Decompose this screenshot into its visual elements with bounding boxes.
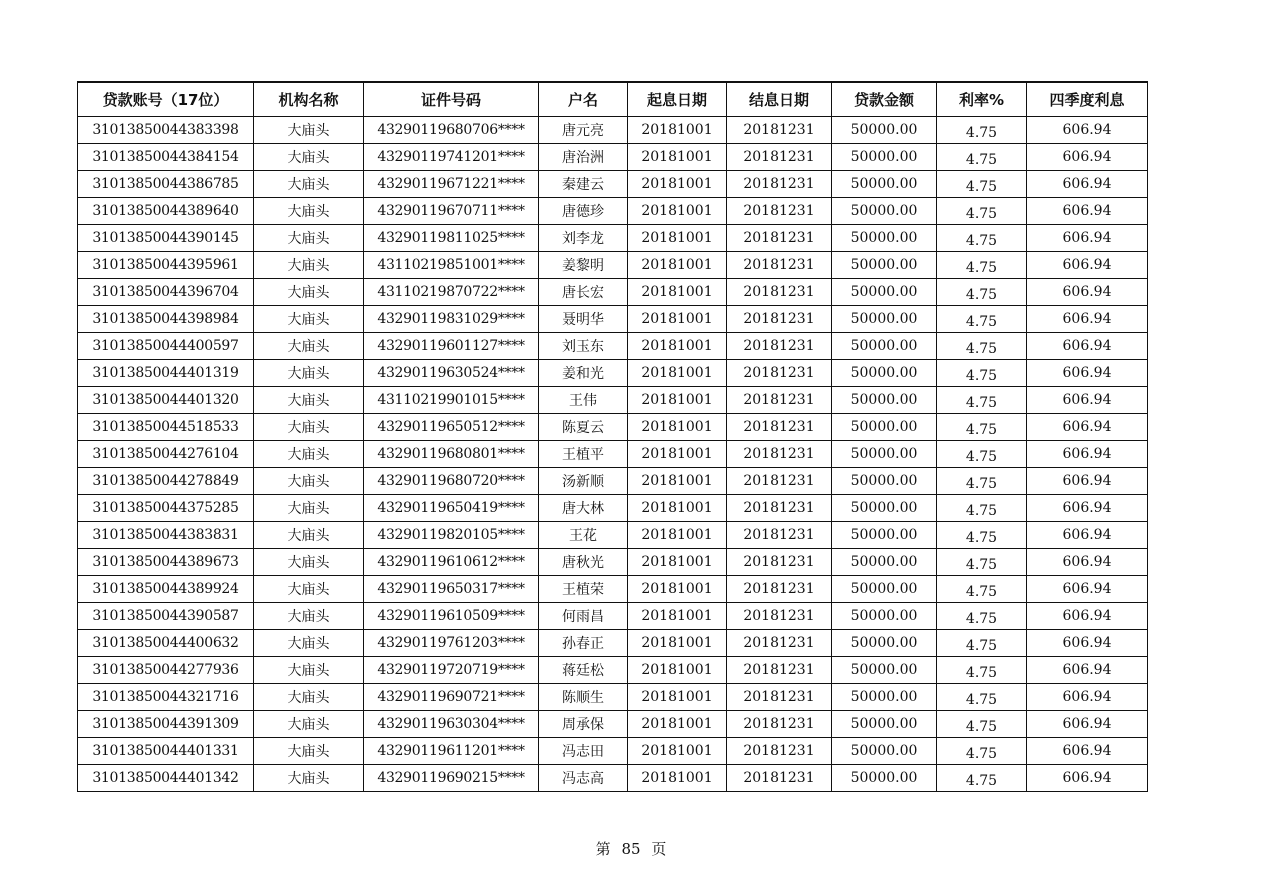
cell-loan-amount: 50000.00 [832, 738, 937, 765]
cell-account-name: 唐秋光 [539, 549, 628, 576]
cell-account-number: 31013850044389640 [78, 198, 254, 225]
cell-start-date: 20181001 [628, 333, 727, 360]
cell-settle-date: 20181231 [727, 576, 832, 603]
cell-account-number: 31013850044383398 [78, 117, 254, 144]
cell-settle-date: 20181231 [727, 765, 832, 792]
cell-institution: 大庙头 [254, 360, 364, 387]
cell-start-date: 20181001 [628, 684, 727, 711]
cell-settle-date: 20181231 [727, 738, 832, 765]
cell-settle-date: 20181231 [727, 630, 832, 657]
cell-start-date: 20181001 [628, 468, 727, 495]
cell-q4-interest: 606.94 [1027, 630, 1148, 657]
cell-start-date: 20181001 [628, 630, 727, 657]
cell-q4-interest: 606.94 [1027, 441, 1148, 468]
cell-institution: 大庙头 [254, 441, 364, 468]
cell-id-number: 43290119720719**** [364, 657, 539, 684]
column-header-interest-rate: 利率% [937, 82, 1027, 117]
cell-id-number: 43290119630524**** [364, 360, 539, 387]
cell-q4-interest: 606.94 [1027, 414, 1148, 441]
page-label-prefix: 第 [595, 840, 611, 858]
cell-interest-rate: 4.75 [937, 495, 1027, 522]
cell-id-number: 43290119650512**** [364, 414, 539, 441]
cell-id-number: 43290119610612**** [364, 549, 539, 576]
cell-interest-rate: 4.75 [937, 333, 1027, 360]
table-row [78, 279, 1148, 306]
cell-settle-date: 20181231 [727, 171, 832, 198]
loan-interest-table [77, 81, 1148, 792]
cell-loan-amount: 50000.00 [832, 630, 937, 657]
cell-settle-date: 20181231 [727, 144, 832, 171]
cell-loan-amount: 50000.00 [832, 468, 937, 495]
column-header-institution: 机构名称 [254, 82, 364, 117]
cell-q4-interest: 606.94 [1027, 468, 1148, 495]
cell-loan-amount: 50000.00 [832, 252, 937, 279]
cell-interest-rate: 4.75 [937, 306, 1027, 333]
table-row [78, 765, 1148, 792]
cell-interest-rate: 4.75 [937, 549, 1027, 576]
cell-account-name: 姜黎明 [539, 252, 628, 279]
cell-institution: 大庙头 [254, 117, 364, 144]
cell-q4-interest: 606.94 [1027, 225, 1148, 252]
cell-institution: 大庙头 [254, 657, 364, 684]
cell-start-date: 20181001 [628, 441, 727, 468]
cell-account-number: 31013850044277936 [78, 657, 254, 684]
cell-account-number: 31013850044401342 [78, 765, 254, 792]
cell-q4-interest: 606.94 [1027, 171, 1148, 198]
cell-interest-rate: 4.75 [937, 171, 1027, 198]
table-row [78, 414, 1148, 441]
cell-settle-date: 20181231 [727, 414, 832, 441]
cell-loan-amount: 50000.00 [832, 144, 937, 171]
cell-account-number: 31013850044400632 [78, 630, 254, 657]
cell-account-number: 31013850044389673 [78, 549, 254, 576]
cell-settle-date: 20181231 [727, 684, 832, 711]
table-row [78, 549, 1148, 576]
cell-q4-interest: 606.94 [1027, 387, 1148, 414]
cell-account-number: 31013850044278849 [78, 468, 254, 495]
cell-id-number: 43290119601127**** [364, 333, 539, 360]
cell-q4-interest: 606.94 [1027, 684, 1148, 711]
cell-interest-rate: 4.75 [937, 684, 1027, 711]
cell-start-date: 20181001 [628, 603, 727, 630]
cell-institution: 大庙头 [254, 495, 364, 522]
table-row [78, 468, 1148, 495]
cell-settle-date: 20181231 [727, 711, 832, 738]
table-row [78, 738, 1148, 765]
cell-id-number: 43290119611201**** [364, 738, 539, 765]
column-header-q4-interest: 四季度利息 [1027, 82, 1148, 117]
table-row [78, 252, 1148, 279]
cell-account-name: 冯志田 [539, 738, 628, 765]
cell-start-date: 20181001 [628, 738, 727, 765]
cell-interest-rate: 4.75 [937, 711, 1027, 738]
table-row [78, 198, 1148, 225]
cell-account-name: 陈夏云 [539, 414, 628, 441]
page-number-footer [0, 838, 1262, 859]
cell-loan-amount: 50000.00 [832, 711, 937, 738]
cell-account-name: 刘玉东 [539, 333, 628, 360]
cell-id-number: 43290119690215**** [364, 765, 539, 792]
cell-account-name: 周承保 [539, 711, 628, 738]
cell-account-name: 蒋廷松 [539, 657, 628, 684]
table-row [78, 576, 1148, 603]
table-row [78, 306, 1148, 333]
cell-interest-rate: 4.75 [937, 198, 1027, 225]
cell-q4-interest: 606.94 [1027, 522, 1148, 549]
cell-q4-interest: 606.94 [1027, 657, 1148, 684]
cell-interest-rate: 4.75 [937, 657, 1027, 684]
cell-q4-interest: 606.94 [1027, 333, 1148, 360]
column-header-start-date: 起息日期 [628, 82, 727, 117]
cell-account-number: 31013850044375285 [78, 495, 254, 522]
cell-account-name: 聂明华 [539, 306, 628, 333]
cell-id-number: 43110219901015**** [364, 387, 539, 414]
cell-interest-rate: 4.75 [937, 576, 1027, 603]
cell-institution: 大庙头 [254, 630, 364, 657]
cell-settle-date: 20181231 [727, 522, 832, 549]
cell-account-number: 31013850044400597 [78, 333, 254, 360]
cell-loan-amount: 50000.00 [832, 576, 937, 603]
cell-q4-interest: 606.94 [1027, 495, 1148, 522]
cell-start-date: 20181001 [628, 765, 727, 792]
cell-id-number: 43290119680720**** [364, 468, 539, 495]
table-header [78, 82, 1148, 117]
cell-id-number: 43290119650317**** [364, 576, 539, 603]
table-row [78, 684, 1148, 711]
column-header-loan-amount: 贷款金额 [832, 82, 937, 117]
cell-interest-rate: 4.75 [937, 252, 1027, 279]
cell-account-number: 31013850044518533 [78, 414, 254, 441]
cell-id-number: 43290119630304**** [364, 711, 539, 738]
cell-start-date: 20181001 [628, 387, 727, 414]
cell-settle-date: 20181231 [727, 387, 832, 414]
cell-institution: 大庙头 [254, 198, 364, 225]
cell-q4-interest: 606.94 [1027, 765, 1148, 792]
cell-id-number: 43290119671221**** [364, 171, 539, 198]
cell-account-name: 唐治洲 [539, 144, 628, 171]
cell-id-number: 43290119690721**** [364, 684, 539, 711]
cell-start-date: 20181001 [628, 522, 727, 549]
table-row [78, 387, 1148, 414]
cell-loan-amount: 50000.00 [832, 279, 937, 306]
cell-account-number: 31013850044321716 [78, 684, 254, 711]
cell-loan-amount: 50000.00 [832, 306, 937, 333]
cell-account-number: 31013850044390587 [78, 603, 254, 630]
table-row [78, 225, 1148, 252]
cell-q4-interest: 606.94 [1027, 306, 1148, 333]
cell-start-date: 20181001 [628, 576, 727, 603]
cell-institution: 大庙头 [254, 468, 364, 495]
cell-account-name: 王植荣 [539, 576, 628, 603]
cell-id-number: 43290119650419**** [364, 495, 539, 522]
cell-q4-interest: 606.94 [1027, 279, 1148, 306]
cell-interest-rate: 4.75 [937, 414, 1027, 441]
cell-account-number: 31013850044389924 [78, 576, 254, 603]
cell-interest-rate: 4.75 [937, 225, 1027, 252]
cell-account-name: 王伟 [539, 387, 628, 414]
cell-institution: 大庙头 [254, 225, 364, 252]
cell-account-number: 31013850044390145 [78, 225, 254, 252]
page-number: 85 [621, 840, 641, 858]
cell-id-number: 43290119680801**** [364, 441, 539, 468]
cell-interest-rate: 4.75 [937, 279, 1027, 306]
cell-institution: 大庙头 [254, 279, 364, 306]
cell-interest-rate: 4.75 [937, 738, 1027, 765]
cell-q4-interest: 606.94 [1027, 549, 1148, 576]
cell-loan-amount: 50000.00 [832, 171, 937, 198]
cell-interest-rate: 4.75 [937, 603, 1027, 630]
column-header-account-number: 贷款账号（17位） [78, 82, 254, 117]
table-row [78, 171, 1148, 198]
cell-settle-date: 20181231 [727, 306, 832, 333]
cell-account-number: 31013850044384154 [78, 144, 254, 171]
table-row [78, 144, 1148, 171]
cell-id-number: 43290119741201**** [364, 144, 539, 171]
cell-settle-date: 20181231 [727, 657, 832, 684]
cell-institution: 大庙头 [254, 333, 364, 360]
table-row [78, 360, 1148, 387]
cell-interest-rate: 4.75 [937, 522, 1027, 549]
cell-settle-date: 20181231 [727, 549, 832, 576]
cell-q4-interest: 606.94 [1027, 144, 1148, 171]
page-label-suffix: 页 [651, 840, 667, 858]
cell-loan-amount: 50000.00 [832, 495, 937, 522]
cell-id-number: 43290119831029**** [364, 306, 539, 333]
cell-account-name: 刘李龙 [539, 225, 628, 252]
cell-loan-amount: 50000.00 [832, 225, 937, 252]
cell-q4-interest: 606.94 [1027, 738, 1148, 765]
cell-start-date: 20181001 [628, 495, 727, 522]
cell-account-name: 唐元亮 [539, 117, 628, 144]
cell-loan-amount: 50000.00 [832, 387, 937, 414]
cell-start-date: 20181001 [628, 144, 727, 171]
cell-id-number: 43110219870722**** [364, 279, 539, 306]
cell-q4-interest: 606.94 [1027, 711, 1148, 738]
cell-start-date: 20181001 [628, 117, 727, 144]
cell-id-number: 43290119680706**** [364, 117, 539, 144]
cell-account-name: 陈顺生 [539, 684, 628, 711]
cell-start-date: 20181001 [628, 252, 727, 279]
cell-loan-amount: 50000.00 [832, 549, 937, 576]
cell-loan-amount: 50000.00 [832, 117, 937, 144]
table-row [78, 657, 1148, 684]
cell-settle-date: 20181231 [727, 333, 832, 360]
cell-q4-interest: 606.94 [1027, 360, 1148, 387]
cell-loan-amount: 50000.00 [832, 360, 937, 387]
column-header-id-number: 证件号码 [364, 82, 539, 117]
cell-account-number: 31013850044401331 [78, 738, 254, 765]
cell-start-date: 20181001 [628, 657, 727, 684]
cell-q4-interest: 606.94 [1027, 603, 1148, 630]
cell-institution: 大庙头 [254, 576, 364, 603]
cell-q4-interest: 606.94 [1027, 117, 1148, 144]
cell-start-date: 20181001 [628, 360, 727, 387]
cell-account-name: 唐大林 [539, 495, 628, 522]
cell-institution: 大庙头 [254, 171, 364, 198]
cell-loan-amount: 50000.00 [832, 441, 937, 468]
cell-id-number: 43290119811025**** [364, 225, 539, 252]
cell-account-name: 姜和光 [539, 360, 628, 387]
cell-settle-date: 20181231 [727, 441, 832, 468]
column-header-account-name: 户名 [539, 82, 628, 117]
cell-loan-amount: 50000.00 [832, 198, 937, 225]
cell-institution: 大庙头 [254, 765, 364, 792]
cell-account-number: 31013850044386785 [78, 171, 254, 198]
cell-interest-rate: 4.75 [937, 144, 1027, 171]
cell-start-date: 20181001 [628, 306, 727, 333]
cell-start-date: 20181001 [628, 171, 727, 198]
cell-account-name: 唐长宏 [539, 279, 628, 306]
cell-q4-interest: 606.94 [1027, 252, 1148, 279]
cell-settle-date: 20181231 [727, 117, 832, 144]
cell-start-date: 20181001 [628, 549, 727, 576]
cell-settle-date: 20181231 [727, 360, 832, 387]
cell-interest-rate: 4.75 [937, 630, 1027, 657]
table-row [78, 117, 1148, 144]
cell-account-number: 31013850044401319 [78, 360, 254, 387]
cell-account-number: 31013850044396704 [78, 279, 254, 306]
table-row [78, 441, 1148, 468]
cell-interest-rate: 4.75 [937, 765, 1027, 792]
cell-start-date: 20181001 [628, 711, 727, 738]
cell-interest-rate: 4.75 [937, 360, 1027, 387]
cell-interest-rate: 4.75 [937, 441, 1027, 468]
cell-settle-date: 20181231 [727, 198, 832, 225]
table-row [78, 603, 1148, 630]
table-row [78, 711, 1148, 738]
cell-interest-rate: 4.75 [937, 117, 1027, 144]
cell-institution: 大庙头 [254, 603, 364, 630]
cell-loan-amount: 50000.00 [832, 414, 937, 441]
cell-institution: 大庙头 [254, 522, 364, 549]
cell-account-name: 王花 [539, 522, 628, 549]
cell-account-number: 31013850044398984 [78, 306, 254, 333]
cell-institution: 大庙头 [254, 252, 364, 279]
cell-interest-rate: 4.75 [937, 468, 1027, 495]
cell-loan-amount: 50000.00 [832, 684, 937, 711]
cell-account-number: 31013850044276104 [78, 441, 254, 468]
cell-account-name: 王植平 [539, 441, 628, 468]
cell-id-number: 43290119761203**** [364, 630, 539, 657]
table-row [78, 333, 1148, 360]
cell-institution: 大庙头 [254, 711, 364, 738]
cell-loan-amount: 50000.00 [832, 657, 937, 684]
cell-start-date: 20181001 [628, 414, 727, 441]
cell-account-name: 何雨昌 [539, 603, 628, 630]
column-header-settle-date: 结息日期 [727, 82, 832, 117]
cell-loan-amount: 50000.00 [832, 333, 937, 360]
cell-start-date: 20181001 [628, 198, 727, 225]
cell-settle-date: 20181231 [727, 279, 832, 306]
cell-institution: 大庙头 [254, 414, 364, 441]
cell-institution: 大庙头 [254, 684, 364, 711]
cell-account-name: 孙春正 [539, 630, 628, 657]
cell-account-number: 31013850044401320 [78, 387, 254, 414]
cell-settle-date: 20181231 [727, 495, 832, 522]
table-row [78, 495, 1148, 522]
cell-id-number: 43290119670711**** [364, 198, 539, 225]
cell-account-name: 冯志高 [539, 765, 628, 792]
table-row [78, 630, 1148, 657]
cell-start-date: 20181001 [628, 279, 727, 306]
cell-loan-amount: 50000.00 [832, 603, 937, 630]
cell-settle-date: 20181231 [727, 252, 832, 279]
cell-loan-amount: 50000.00 [832, 522, 937, 549]
table-row [78, 522, 1148, 549]
cell-institution: 大庙头 [254, 738, 364, 765]
cell-institution: 大庙头 [254, 387, 364, 414]
cell-loan-amount: 50000.00 [832, 765, 937, 792]
cell-institution: 大庙头 [254, 144, 364, 171]
cell-q4-interest: 606.94 [1027, 198, 1148, 225]
cell-institution: 大庙头 [254, 306, 364, 333]
cell-interest-rate: 4.75 [937, 387, 1027, 414]
cell-settle-date: 20181231 [727, 225, 832, 252]
cell-id-number: 43290119820105**** [364, 522, 539, 549]
cell-account-name: 唐德珍 [539, 198, 628, 225]
cell-settle-date: 20181231 [727, 603, 832, 630]
cell-start-date: 20181001 [628, 225, 727, 252]
cell-account-name: 汤新顺 [539, 468, 628, 495]
cell-q4-interest: 606.94 [1027, 576, 1148, 603]
cell-id-number: 43110219851001**** [364, 252, 539, 279]
header-row [78, 82, 1148, 117]
cell-account-name: 秦建云 [539, 171, 628, 198]
cell-institution: 大庙头 [254, 549, 364, 576]
cell-id-number: 43290119610509**** [364, 603, 539, 630]
cell-account-number: 31013850044395961 [78, 252, 254, 279]
cell-settle-date: 20181231 [727, 468, 832, 495]
table-body [78, 117, 1148, 792]
cell-account-number: 31013850044383831 [78, 522, 254, 549]
cell-account-number: 31013850044391309 [78, 711, 254, 738]
